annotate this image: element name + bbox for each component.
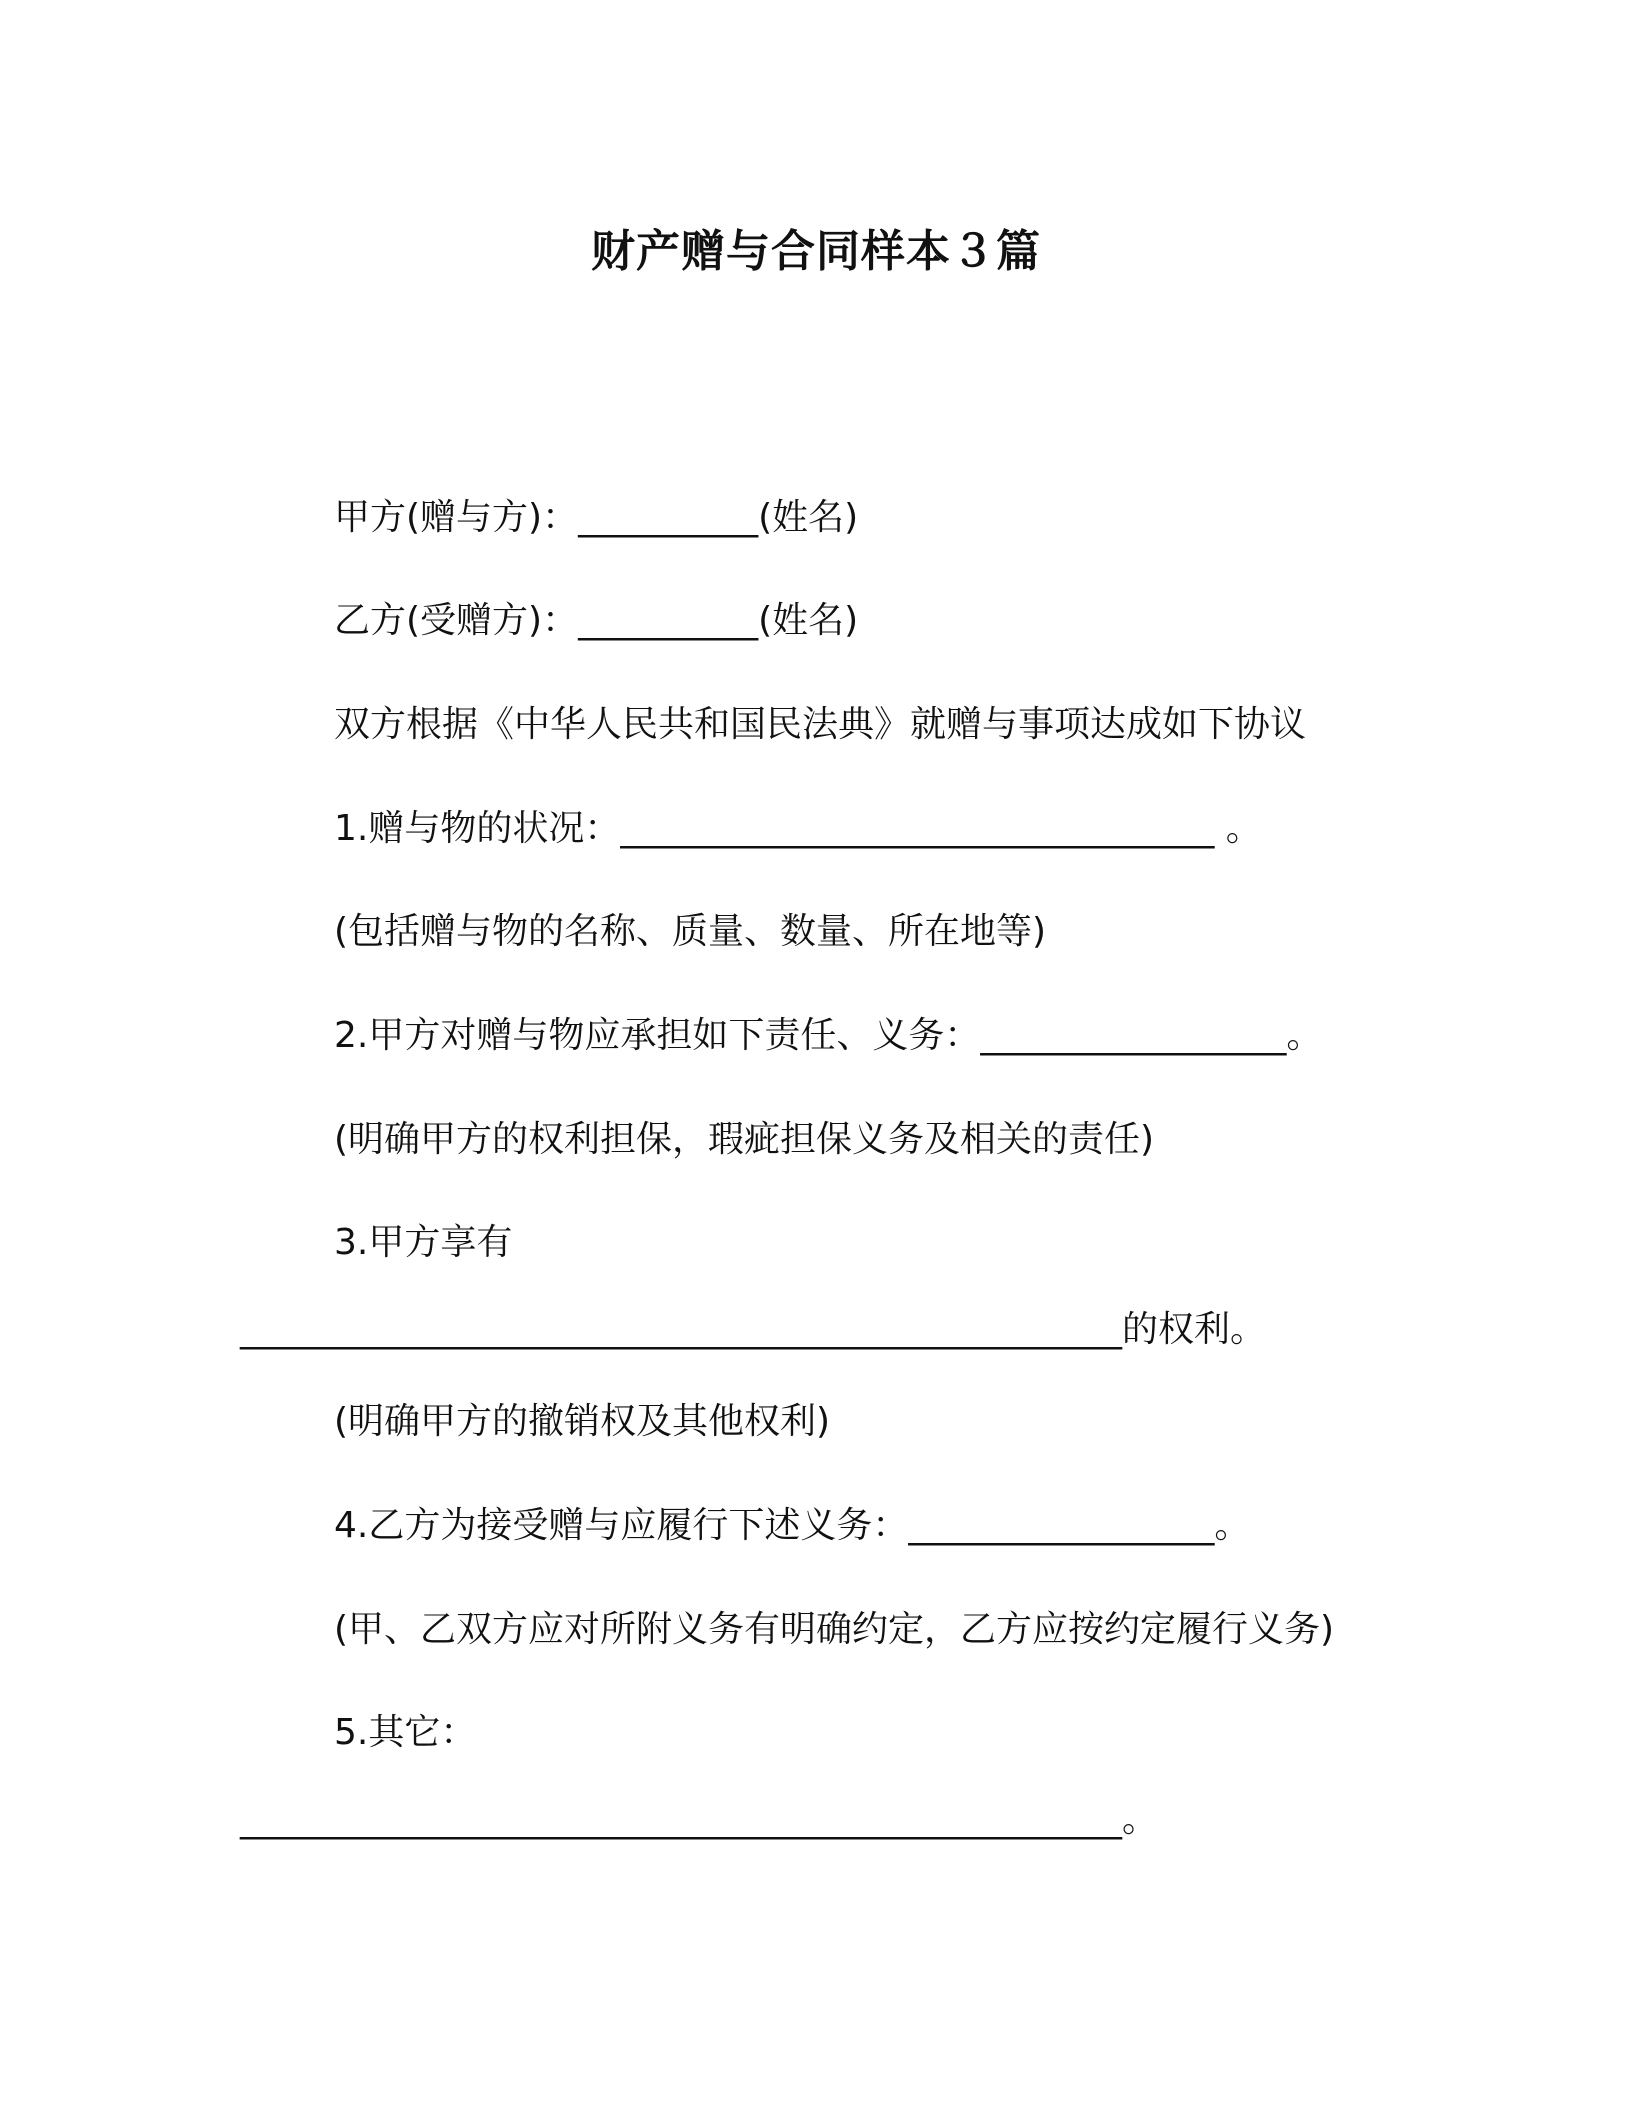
clause-3: 3.甲方享有 xyxy=(334,1222,513,1263)
agreement-intro: 双方根据《中华人民共和国民法典》就赠与事项达成如下协议 xyxy=(334,704,1307,745)
clause-5-blank: _________________________________________________。 xyxy=(240,1799,1158,1840)
clause-1-note: (包括赠与物的名称、质量、数量、所在地等) xyxy=(334,911,1047,952)
clause-4: 4.乙方为接受赠与应履行下述义务：_________________。 xyxy=(334,1505,1251,1546)
document-title: 财产赠与合同样本３篇 xyxy=(591,226,1041,277)
clause-3-note: (明确甲方的撤销权及其他权利) xyxy=(334,1401,831,1442)
clause-2: 2.甲方对赠与物应承担如下责任、义务：_________________。 xyxy=(334,1015,1323,1056)
party-b-line: 乙方(受赠方)：__________(姓名) xyxy=(334,600,859,641)
clause-1: 1.赠与物的状况：_________________________________ 。 xyxy=(334,808,1262,849)
party-a-line: 甲方(赠与方)：__________(姓名) xyxy=(334,497,859,538)
clause-2-note: (明确甲方的权利担保，瑕疵担保义务及相关的责任) xyxy=(334,1119,1155,1160)
clause-5: 5.其它： xyxy=(334,1712,477,1753)
clause-3-blank: _________________________________________________的权利。 xyxy=(240,1309,1266,1350)
clause-4-note: (甲、乙双方应对所附义务有明确约定，乙方应按约定履行义务) xyxy=(334,1609,1335,1650)
